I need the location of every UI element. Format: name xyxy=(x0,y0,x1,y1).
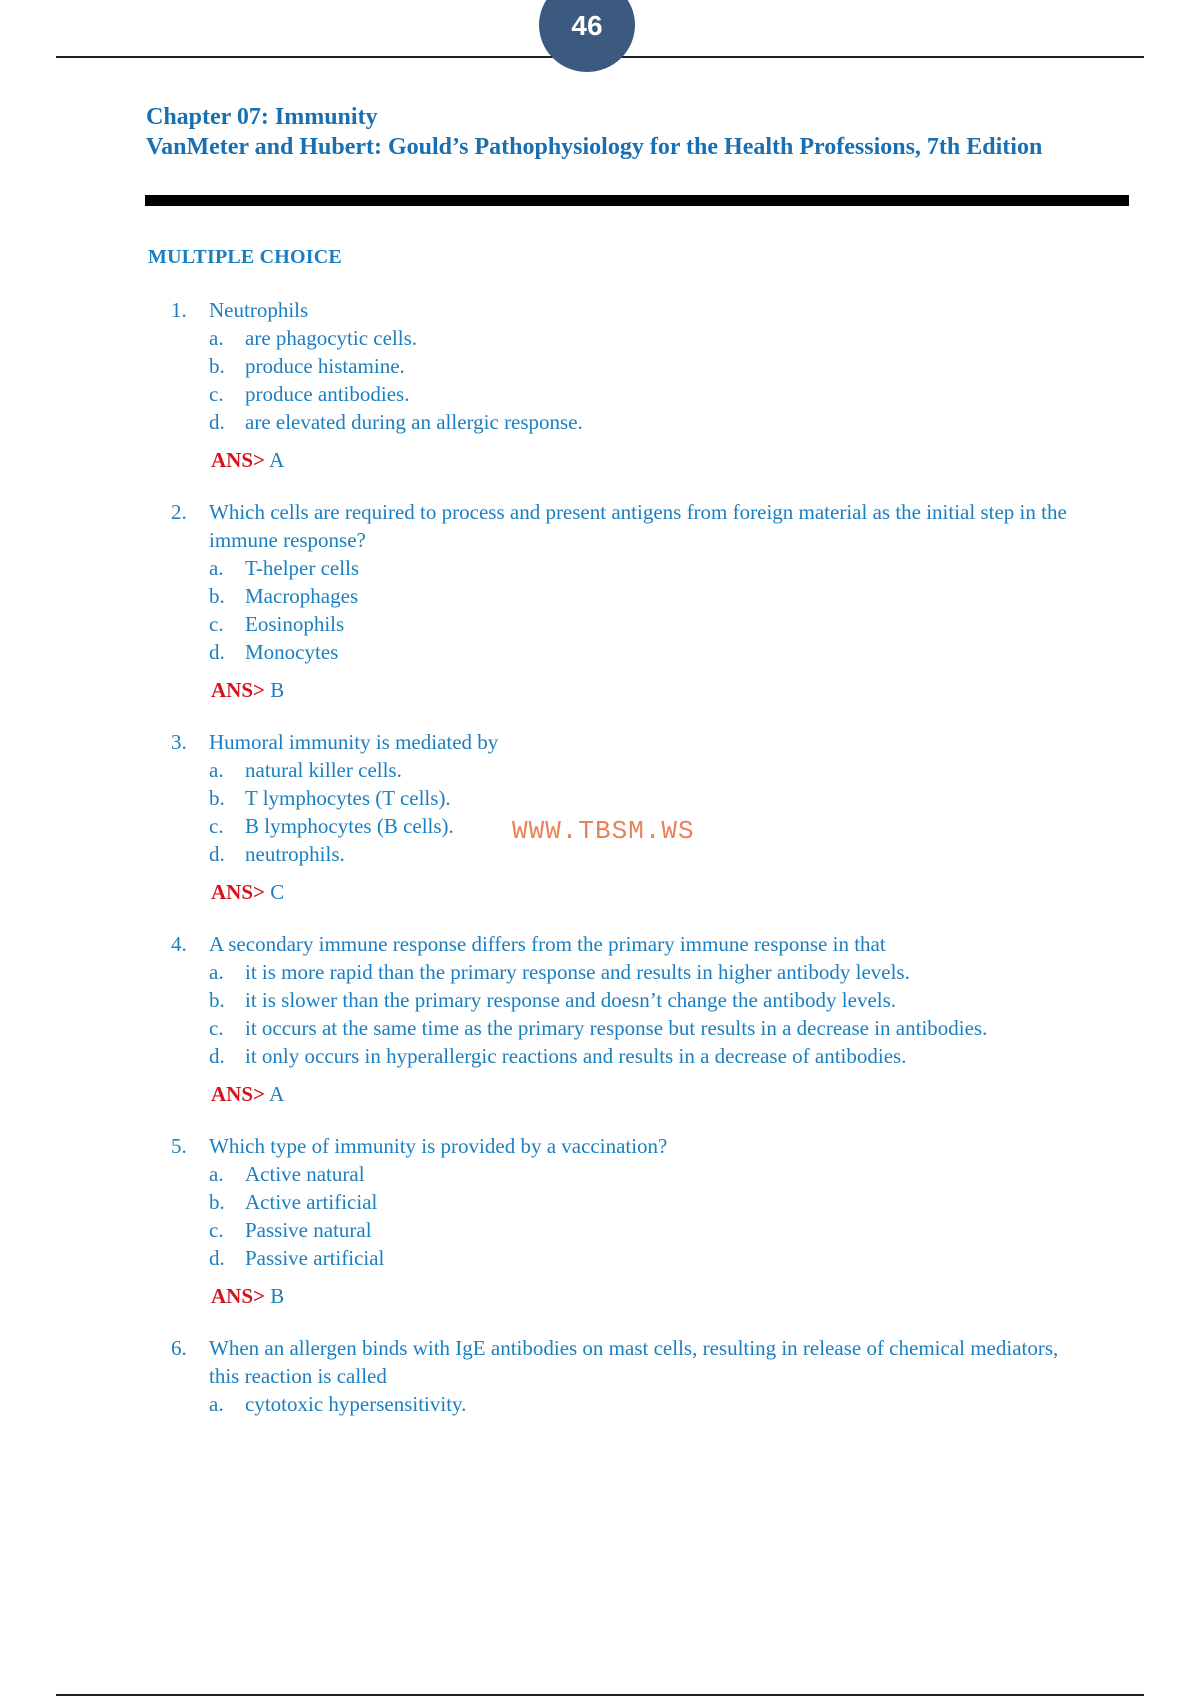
question-number: 1. xyxy=(171,298,187,322)
answer-option xyxy=(209,1390,1091,1418)
question-item xyxy=(171,498,1091,728)
question-stem xyxy=(171,1334,1091,1390)
answer-option xyxy=(209,1160,1091,1188)
option-text: produce antibodies. xyxy=(245,382,410,406)
option-text: Passive artificial xyxy=(245,1246,385,1270)
answer-option xyxy=(209,352,1091,380)
option-text: neutrophils. xyxy=(245,842,345,866)
watermark: WWW.TBSM.WS xyxy=(512,816,695,846)
option-letter: d. xyxy=(209,1246,225,1270)
option-letter: b. xyxy=(209,584,225,608)
answer-option xyxy=(209,986,1091,1014)
option-text: cytotoxic hypersensitivity. xyxy=(245,1392,467,1416)
question-number: 5. xyxy=(171,1134,187,1158)
option-letter: b. xyxy=(209,988,225,1012)
question-list xyxy=(171,296,1091,1418)
question-item xyxy=(171,296,1091,498)
option-letter: a. xyxy=(209,326,224,350)
bottom-rule xyxy=(56,1694,1144,1696)
option-letter: c. xyxy=(209,612,224,636)
option-letter: a. xyxy=(209,960,224,984)
answer-value: C xyxy=(270,880,285,904)
option-letter: d. xyxy=(209,1044,225,1068)
document-header xyxy=(146,102,1126,162)
question-text: Neutrophils xyxy=(209,298,309,322)
question-number: 2. xyxy=(171,500,187,524)
answer-key xyxy=(211,878,1091,906)
answer-option xyxy=(209,958,1091,986)
option-letter: c. xyxy=(209,814,224,838)
answer-key xyxy=(211,676,1091,704)
answer-value: B xyxy=(270,678,285,702)
question-text: Humoral immunity is mediated by xyxy=(209,730,499,754)
option-text: Passive natural xyxy=(245,1218,372,1242)
answer-option xyxy=(209,1042,1091,1070)
question-number: 3. xyxy=(171,730,187,754)
answer-label: ANS> xyxy=(211,678,265,702)
option-letter: a. xyxy=(209,1392,224,1416)
question-text: Which type of immunity is provided by a vaccination? xyxy=(209,1134,668,1158)
answer-value: A xyxy=(269,1082,285,1106)
answer-option xyxy=(209,324,1091,352)
answer-option xyxy=(209,610,1091,638)
question-stem xyxy=(171,728,1091,756)
answer-option xyxy=(209,554,1091,582)
option-text: produce histamine. xyxy=(245,354,405,378)
answer-option xyxy=(209,380,1091,408)
question-stem xyxy=(171,930,1091,958)
answer-key xyxy=(211,1080,1091,1108)
question-text: Which cells are required to process and present antigens from foreign material as the initial step in the immune response? xyxy=(209,500,1067,552)
question-stem xyxy=(171,1132,1091,1160)
question-stem xyxy=(171,296,1091,324)
option-text: T-helper cells xyxy=(245,556,360,580)
question-item xyxy=(171,1334,1091,1418)
answer-value: B xyxy=(270,1284,285,1308)
answer-option xyxy=(209,1188,1091,1216)
question-stem xyxy=(171,498,1091,554)
section-title: MULTIPLE CHOICE xyxy=(148,246,342,268)
answer-option xyxy=(209,638,1091,666)
answer-value: A xyxy=(269,448,285,472)
option-text: Macrophages xyxy=(245,584,359,608)
option-text: are phagocytic cells. xyxy=(245,326,417,350)
answer-option xyxy=(209,784,1091,812)
option-text: Active artificial xyxy=(245,1190,378,1214)
answer-label: ANS> xyxy=(211,880,265,904)
header-divider xyxy=(145,195,1129,206)
option-letter: a. xyxy=(209,1162,224,1186)
option-letter: b. xyxy=(209,1190,225,1214)
option-text: are elevated during an allergic response. xyxy=(245,410,583,434)
question-number: 6. xyxy=(171,1336,187,1360)
answer-label: ANS> xyxy=(211,1082,265,1106)
book-title: VanMeter and Hubert: Gould’s Pathophysiology for the Health Professions, 7th Edition xyxy=(146,134,1043,160)
question-text: A secondary immune response differs from the primary immune response in that xyxy=(209,932,886,956)
answer-key xyxy=(211,446,1091,474)
option-text: T lymphocytes (T cells). xyxy=(245,786,451,810)
option-text: it is more rapid than the primary response and results in higher antibody levels. xyxy=(245,960,910,984)
chapter-title: Chapter 07: Immunity xyxy=(146,104,378,130)
question-item xyxy=(171,930,1091,1132)
answer-option xyxy=(209,582,1091,610)
option-text: Eosinophils xyxy=(245,612,345,636)
option-text: natural killer cells. xyxy=(245,758,402,782)
option-text: it is slower than the primary response and doesn’t change the antibody levels. xyxy=(245,988,897,1012)
option-letter: c. xyxy=(209,1218,224,1242)
answer-option xyxy=(209,408,1091,436)
answer-option xyxy=(209,1014,1091,1042)
question-text: When an allergen binds with IgE antibodies on mast cells, resulting in release of chemical mediators, this reaction is called xyxy=(209,1336,1059,1388)
question-number: 4. xyxy=(171,932,187,956)
page-number: 46 xyxy=(571,10,603,41)
option-text: Active natural xyxy=(245,1162,365,1186)
page-number-badge xyxy=(539,0,635,72)
option-text: it only occurs in hyperallergic reactions and results in a decrease of antibodies. xyxy=(245,1044,907,1068)
option-letter: b. xyxy=(209,354,225,378)
option-letter: d. xyxy=(209,410,225,434)
option-letter: b. xyxy=(209,786,225,810)
option-text: it occurs at the same time as the primary response but results in a decrease in antibodies. xyxy=(245,1016,988,1040)
question-item xyxy=(171,1132,1091,1334)
option-text: B lymphocytes (B cells). xyxy=(245,814,454,838)
option-letter: d. xyxy=(209,842,225,866)
answer-label: ANS> xyxy=(211,1284,265,1308)
answer-label: ANS> xyxy=(211,448,265,472)
option-letter: c. xyxy=(209,382,224,406)
answer-option xyxy=(209,1244,1091,1272)
option-letter: c. xyxy=(209,1016,224,1040)
answer-option xyxy=(209,756,1091,784)
option-letter: a. xyxy=(209,758,224,782)
option-letter: a. xyxy=(209,556,224,580)
answer-key xyxy=(211,1282,1091,1310)
option-letter: d. xyxy=(209,640,225,664)
answer-option xyxy=(209,1216,1091,1244)
option-text: Monocytes xyxy=(245,640,339,664)
